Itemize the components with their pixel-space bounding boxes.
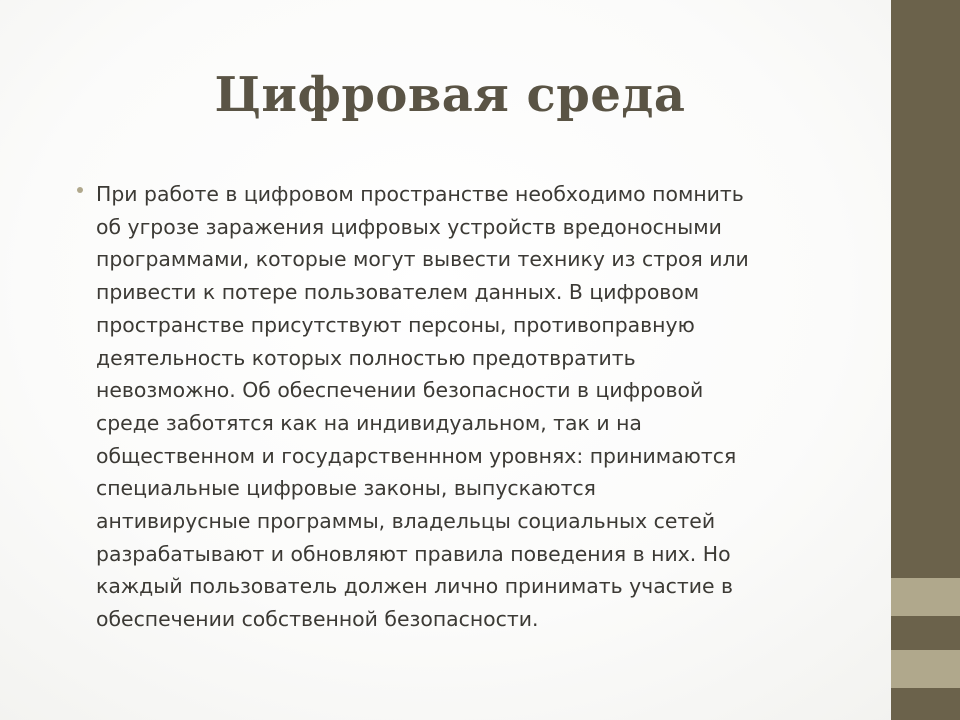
bullet-text-line: разрабатывают и обновляют правила поведения в них. Но	[96, 541, 731, 566]
bullet-text-line: специальные цифровые законы, выпускаются	[96, 476, 596, 501]
bullet-item	[70, 178, 870, 636]
bullet-text-line: среде заботятся как на индивидуальном, так и на	[96, 410, 642, 435]
bullet-text-line: невозможно. Об обеспечении безопасности в цифровой	[96, 378, 704, 403]
bullet-dot-icon	[77, 187, 83, 193]
side-bar-accent-stripe	[891, 578, 960, 616]
bullet-text-line: пространстве присутствуют персоны, противоправную	[96, 312, 695, 337]
bullet-text-line: При работе в цифровом пространстве необходимо помнить	[96, 182, 744, 206]
bullet-text-line: деятельность которых полностью предотвратить	[96, 345, 636, 370]
bullet-text-line: каждый пользователь должен лично принимать участие в	[96, 574, 734, 599]
bullet-text-line: программами, которые могут вывести технику из строя или	[96, 247, 749, 272]
bullet-text-line: общественном и государственнном уровнях: принимаются	[96, 443, 737, 468]
bullet-text-line: обеспечении собственной безопасности.	[96, 607, 539, 632]
slide-title: Цифровая среда	[214, 67, 686, 123]
slide-content	[70, 178, 870, 636]
bullet-text-line: привести к потере пользователем данных. В цифровом	[96, 280, 700, 305]
decorative-side-bar	[891, 0, 960, 720]
side-bar-accent-stripe	[891, 650, 960, 688]
bullet-text-line: антивирусные программы, владельцы социальных сетей	[96, 509, 716, 534]
bullet-text-line: об угрозе заражения цифровых устройств вредоносными	[96, 214, 722, 239]
